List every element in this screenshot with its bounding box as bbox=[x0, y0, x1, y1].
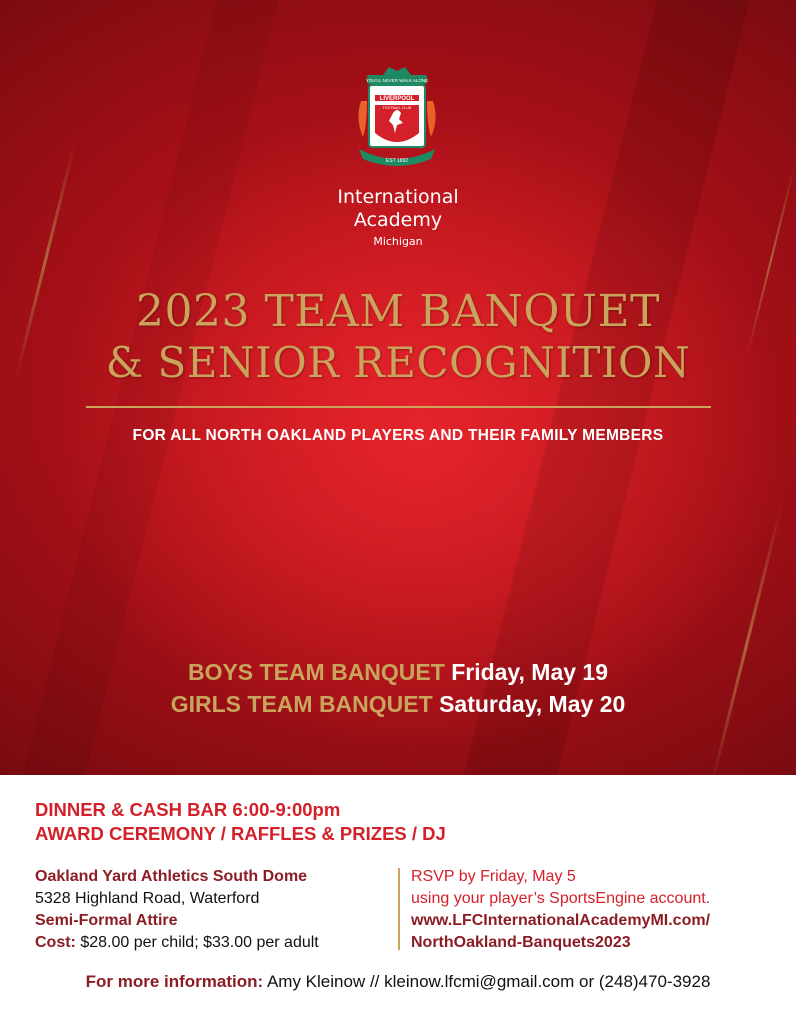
column-divider bbox=[398, 868, 400, 950]
cost-line bbox=[35, 932, 319, 954]
boys-banquet-line bbox=[0, 659, 796, 686]
decorative-streak bbox=[710, 504, 783, 775]
contact-label: For more information: bbox=[85, 972, 264, 991]
details-section bbox=[0, 775, 796, 1023]
contact-phone[interactable]: (248)470-3928 bbox=[598, 972, 711, 991]
girls-banquet-date: Saturday, May 20 bbox=[439, 691, 626, 717]
rsvp-url-line1[interactable]: www.LFCInternationalAcademyMI.com/ bbox=[411, 912, 711, 929]
audience-subtitle: FOR ALL NORTH OAKLAND PLAYERS AND THEIR FAMILY MEMBERS bbox=[132, 427, 664, 444]
contact-connector: or bbox=[579, 972, 595, 991]
venue-name: Oakland Yard Athletics South Dome bbox=[35, 868, 308, 885]
girls-banquet-line bbox=[0, 691, 796, 718]
rsvp-block bbox=[411, 866, 710, 954]
academy-name-line2: Academy bbox=[353, 209, 443, 231]
academy-name-line1: International bbox=[337, 186, 459, 208]
gold-divider bbox=[86, 406, 711, 408]
rsvp-instruction: using your player’s SportsEngine account. bbox=[411, 890, 711, 907]
liverpool-crest-logo bbox=[355, 65, 439, 175]
event-title-line1: 2023 TEAM BANQUET bbox=[136, 286, 660, 337]
dinner-line: DINNER & CASH BAR 6:00-9:00pm bbox=[35, 799, 341, 820]
crest-banner-text: YOU'LL NEVER WALK ALONE bbox=[365, 78, 429, 83]
crest-subtitle-text: FOOTBALL CLUB bbox=[382, 106, 412, 110]
venue-address: 5328 Highland Road, Waterford bbox=[35, 890, 260, 907]
cost-label: Cost: bbox=[35, 934, 76, 951]
academy-location: Michigan bbox=[373, 235, 423, 248]
rsvp-deadline: RSVP by Friday, May 5 bbox=[411, 868, 576, 885]
cost-value: $28.00 per child; $33.00 per adult bbox=[80, 934, 319, 951]
attire-note: Semi-Formal Attire bbox=[35, 912, 178, 929]
contact-name: Amy Kleinow bbox=[266, 972, 366, 991]
contact-line bbox=[0, 972, 796, 992]
rsvp-url-line2[interactable]: NorthOakland-Banquets2023 bbox=[411, 934, 631, 951]
contact-separator: // bbox=[369, 972, 380, 991]
venue-block bbox=[35, 866, 319, 954]
ceremony-line: AWARD CEREMONY / RAFFLES & PRIZES / DJ bbox=[35, 823, 446, 844]
event-title-line2: & SENIOR RECOGNITION bbox=[105, 338, 691, 387]
boys-banquet-date: Friday, May 19 bbox=[451, 659, 609, 685]
crest-club-text: LIVERPOOL bbox=[379, 96, 415, 102]
girls-banquet-label: GIRLS TEAM BANQUET bbox=[170, 691, 433, 717]
boys-banquet-label: BOYS TEAM BANQUET bbox=[187, 659, 445, 685]
contact-email[interactable]: kleinow.lfcmi@gmail.com bbox=[384, 972, 575, 991]
crest-est-text: EST 1892 bbox=[385, 158, 409, 164]
